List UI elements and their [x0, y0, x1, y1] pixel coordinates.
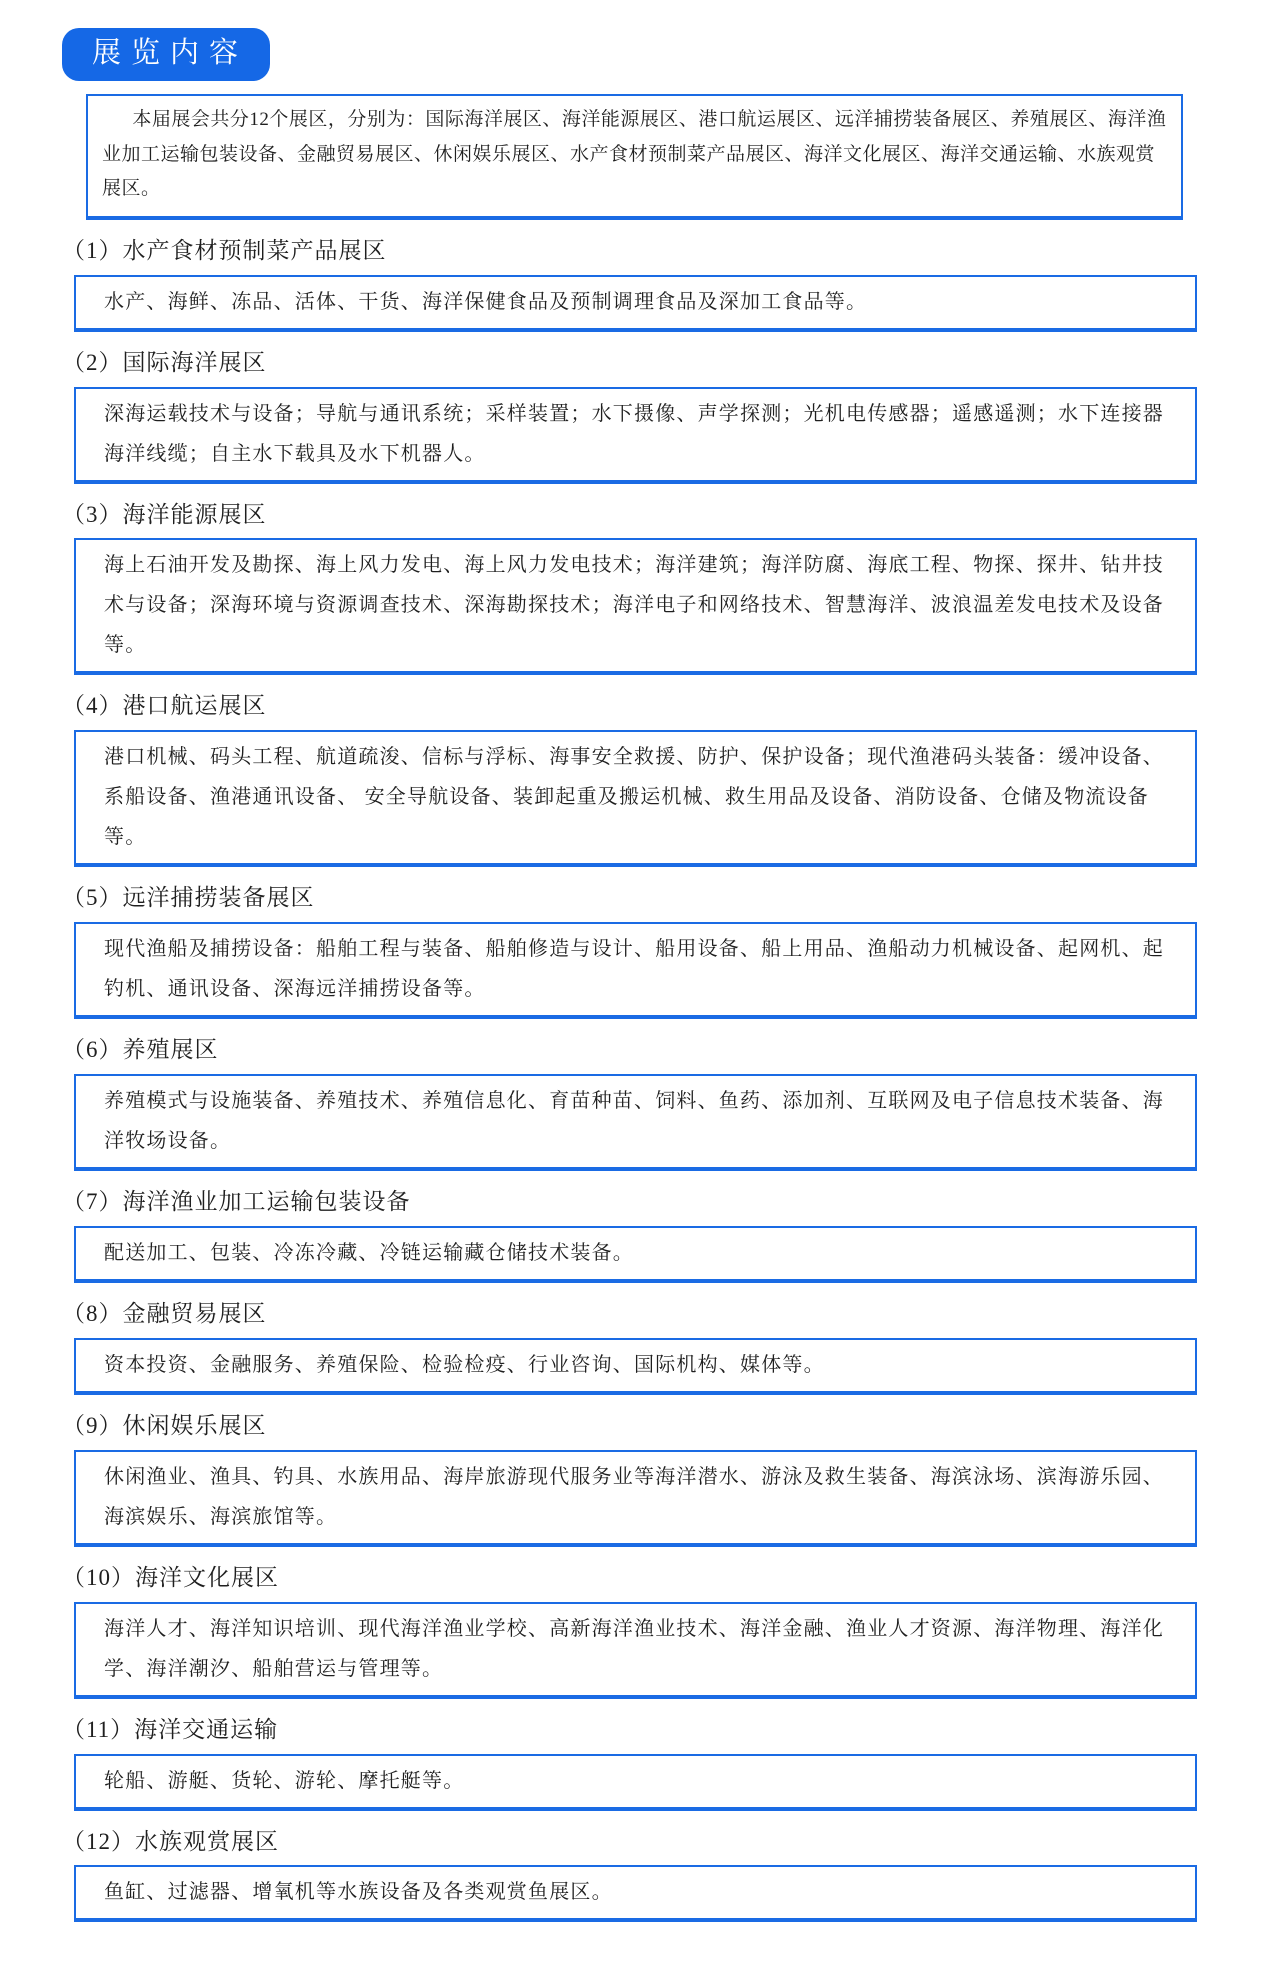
section-7-box: [74, 1226, 1197, 1283]
section-5-heading: （5）远洋捕捞装备展区: [62, 885, 315, 911]
section-3-body: 海上石油开发及勘探、海上风力发电、海上风力发电技术；海洋建筑；海洋防腐、海底工程、物探、探井、钻井技术与设备；深海环境与资源调查技术、深海勘探技术；海洋电子和网络技术、智慧海洋、波浪温差发电技术及设备等。: [104, 554, 1164, 657]
section-4: [62, 691, 1197, 867]
section-11-heading: （11）海洋交通运输: [62, 1716, 279, 1742]
section-3: [62, 500, 1197, 676]
section-8-body: 资本投资、金融服务、养殖保险、检验检疫、行业咨询、国际机构、媒体等。: [104, 1353, 825, 1376]
section-1: [62, 236, 1197, 332]
section-12-box: [74, 1865, 1197, 1922]
section-4-box: [74, 730, 1197, 867]
section-6-body: 养殖模式与设施装备、养殖技术、养殖信息化、育苗种苗、饲料、鱼药、添加剂、互联网及电子信息技术装备、海洋牧场设备。: [104, 1090, 1164, 1153]
section-11: [62, 1715, 1197, 1811]
section-11-body: 轮船、游艇、货轮、游轮、摩托艇等。: [104, 1769, 465, 1792]
section-6-box: [74, 1074, 1197, 1171]
section-2: [62, 348, 1197, 484]
section-5: [62, 883, 1197, 1019]
section-12-body: 鱼缸、过滤器、增氧机等水族设备及各类观赏鱼展区。: [104, 1881, 613, 1904]
section-8-heading: （8）金融贸易展区: [62, 1300, 267, 1326]
section-8: [62, 1299, 1197, 1395]
section-1-body: 水产、海鲜、冻品、活体、干货、海洋保健食品及预制调理食品及深加工食品等。: [104, 290, 868, 313]
section-10-heading: （10）海洋文化展区: [62, 1564, 279, 1590]
section-8-box: [74, 1338, 1197, 1395]
section-12: [62, 1827, 1197, 1923]
intro-text: 本届展会共分12个展区，分别为：国际海洋展区、海洋能源展区、港口航运展区、远洋捕捞装备展区、养殖展区、海洋渔业加工运输包装设备、金融贸易展区、休闲娱乐展区、水产食材预制菜产品展区、海洋文化展区、海洋交通运输、水族观赏展区。: [102, 109, 1167, 200]
section-2-box: [74, 387, 1197, 484]
section-7-body: 配送加工、包装、冷冻冷藏、冷链运输藏仓储技术装备。: [104, 1241, 634, 1264]
section-9: [62, 1411, 1197, 1547]
section-5-body: 现代渔船及捕捞设备：船舶工程与装备、船舶修造与设计、船用设备、船上用品、渔船动力机械设备、起网机、起钓机、通讯设备、深海远洋捕捞设备等。: [104, 938, 1164, 1001]
section-3-box: [74, 538, 1197, 675]
section-9-box: [74, 1450, 1197, 1547]
section-10-box: [74, 1602, 1197, 1699]
section-10-body: 海洋人才、海洋知识培训、现代海洋渔业学校、高新海洋渔业技术、海洋金融、渔业人才资源、海洋物理、海洋化学、海洋潮汐、船舶营运与管理等。: [104, 1617, 1164, 1680]
intro-box: [86, 94, 1183, 220]
section-1-heading: （1）水产食材预制菜产品展区: [62, 237, 387, 263]
section-12-heading: （12）水族观赏展区: [62, 1828, 279, 1854]
section-3-heading: （3）海洋能源展区: [62, 501, 267, 527]
section-4-body: 港口机械、码头工程、航道疏浚、信标与浮标、海事安全救援、防护、保护设备；现代渔港码头装备：缓冲设备、系船设备、渔港通讯设备、 安全导航设备、装卸起重及搬运机械、救生用品及设备、消防设备、仓储及物流设备等。: [104, 746, 1164, 849]
section-9-body: 休闲渔业、渔具、钓具、水族用品、海岸旅游现代服务业等海洋潜水、游泳及救生装备、海滨泳场、滨海游乐园、海滨娱乐、海滨旅馆等。: [104, 1465, 1164, 1528]
page-title-badge: 展览内容: [62, 28, 270, 81]
section-2-heading: （2）国际海洋展区: [62, 349, 267, 375]
section-5-box: [74, 922, 1197, 1019]
section-6: [62, 1035, 1197, 1171]
section-1-box: [74, 275, 1197, 332]
section-9-heading: （9）休闲娱乐展区: [62, 1412, 267, 1438]
section-7: [62, 1187, 1197, 1283]
section-7-heading: （7）海洋渔业加工运输包装设备: [62, 1189, 411, 1215]
section-11-box: [74, 1754, 1197, 1811]
section-10: [62, 1563, 1197, 1699]
section-4-heading: （4）港口航运展区: [62, 693, 267, 719]
section-6-heading: （6）养殖展区: [62, 1037, 219, 1063]
section-2-body: 深海运载技术与设备；导航与通讯系统；采样装置；水下摄像、声学探测；光机电传感器；遥感遥测；水下连接器海洋线缆；自主水下载具及水下机器人。: [104, 402, 1164, 465]
